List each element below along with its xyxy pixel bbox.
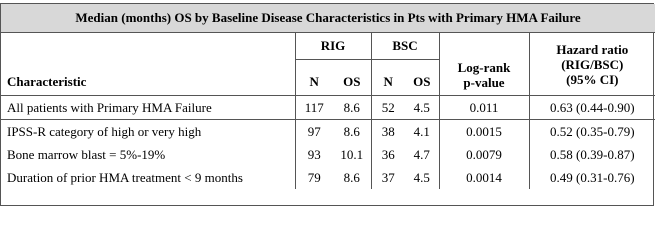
bsc-n-cell: 38: [371, 120, 405, 144]
bsc-n-cell: 37: [371, 166, 405, 189]
hazard-ratio-header: [529, 33, 655, 96]
bsc-os-cell: 4.5: [413, 169, 430, 185]
hazard-ratio-cell: 0.52 (0.35-0.79): [529, 120, 655, 144]
hazard-ratio-header-line2: (RIG/BSC): [561, 56, 624, 72]
rig-os-header: OS: [333, 60, 371, 96]
pvalue-cell: 0.0079: [439, 143, 529, 166]
table-row: [1, 143, 655, 166]
hazard-ratio-cell: 0.63 (0.44-0.90): [529, 96, 655, 120]
characteristic-cell: Duration of prior HMA treatment < 9 months: [7, 169, 243, 185]
rig-n-cell: 117: [295, 96, 333, 120]
os-table-container: [0, 3, 654, 206]
rig-n-header: N: [295, 60, 333, 96]
logrank-header: [439, 33, 529, 96]
bsc-os-header: OS: [405, 60, 439, 96]
bsc-n-header: N: [371, 60, 405, 96]
os-table: [1, 4, 655, 189]
rig-n-cell: 97: [295, 120, 333, 144]
table-row: [1, 166, 655, 189]
characteristic-header: Characteristic: [1, 33, 295, 96]
rig-os-cell: 8.6: [333, 96, 371, 120]
hazard-ratio-header-line3: (95% CI): [566, 71, 619, 87]
rig-n-cell: 93: [295, 143, 333, 166]
rig-n-cell: 79: [295, 166, 333, 189]
hazard-ratio-cell: 0.49 (0.31-0.76): [529, 166, 655, 189]
bsc-os-cell: 4.5: [405, 96, 439, 120]
table-title: Median (months) OS by Baseline Disease Characteristics in Pts with Primary HMA Failure: [1, 4, 655, 33]
characteristic-cell: Bone marrow blast = 5%-19%: [7, 146, 166, 162]
rig-os-cell: 8.6: [343, 169, 360, 185]
rig-group-header: RIG: [295, 33, 371, 60]
characteristic-cell: IPSS-R category of high or very high: [7, 123, 202, 139]
table-row: [1, 96, 655, 120]
bsc-os-cell: 4.1: [413, 123, 430, 139]
bsc-n-cell: 52: [371, 96, 405, 120]
logrank-header-line1: Log-rank: [457, 60, 511, 75]
hazard-ratio-cell: 0.58 (0.39-0.87): [529, 143, 655, 166]
rig-os-cell: 10.1: [340, 146, 364, 162]
logrank-header-line2: p-value: [463, 75, 505, 90]
bsc-group-header: BSC: [371, 33, 439, 60]
rig-os-cell: 8.6: [343, 123, 360, 139]
table-row: [1, 120, 655, 144]
pvalue-cell: 0.011: [439, 96, 529, 120]
bsc-n-cell: 36: [371, 143, 405, 166]
pvalue-cell: 0.0015: [439, 120, 529, 144]
characteristic-cell: All patients with Primary HMA Failure: [1, 96, 295, 120]
pvalue-cell: 0.0014: [439, 166, 529, 189]
bsc-os-cell: 4.7: [413, 146, 430, 162]
hazard-ratio-header-line1: Hazard ratio: [556, 41, 629, 57]
